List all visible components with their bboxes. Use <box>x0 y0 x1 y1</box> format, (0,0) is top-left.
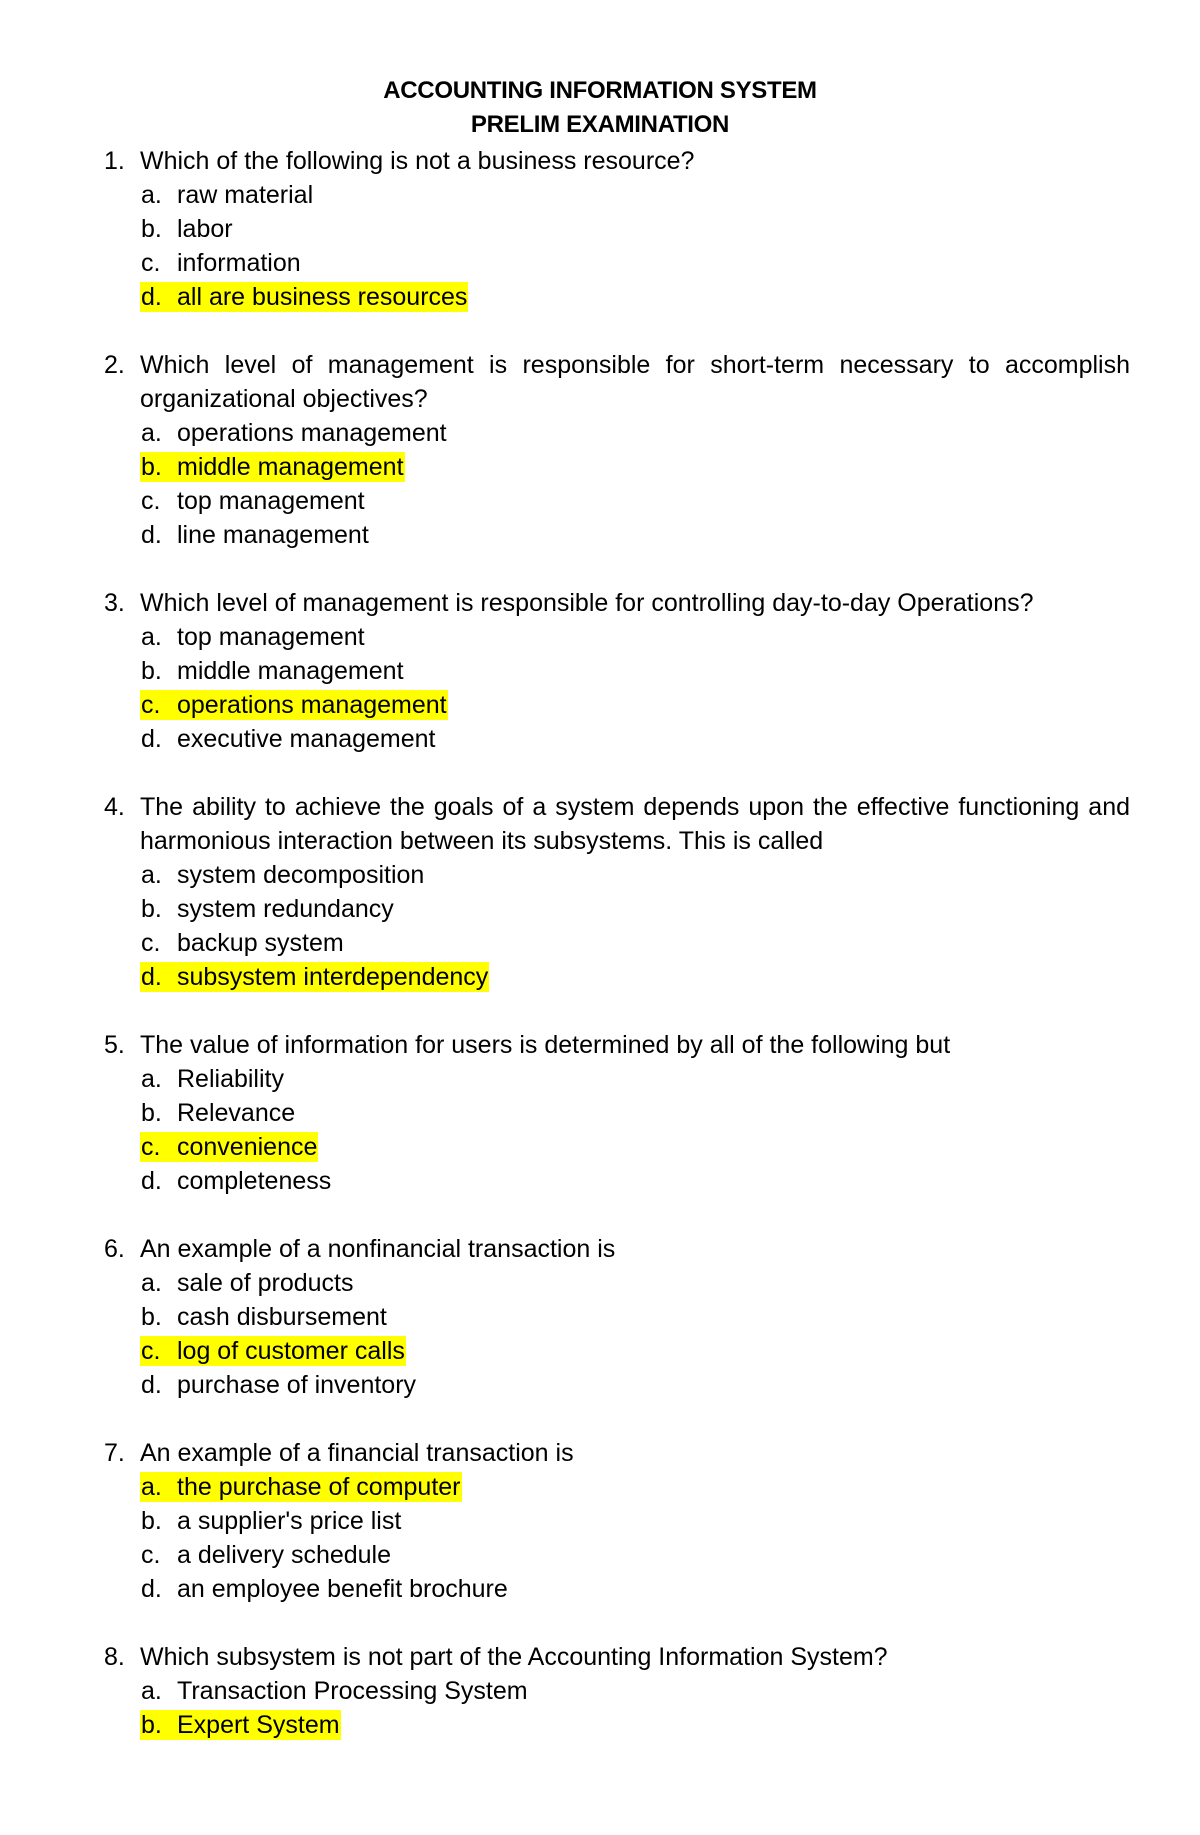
option-letter: a. <box>141 861 162 889</box>
option-text: system redundancy <box>177 895 394 923</box>
option-text: the purchase of computer <box>177 1473 461 1501</box>
option-text: completeness <box>177 1167 332 1195</box>
option-letter: a. <box>141 419 162 447</box>
title-line-2: PRELIM EXAMINATION <box>470 111 730 138</box>
option-content <box>140 1370 417 1400</box>
answer-option <box>140 620 1130 654</box>
question-text: The value of information for users is determined by all of the following but <box>140 1031 951 1059</box>
answer-option <box>140 1062 1130 1096</box>
option-content <box>140 724 436 754</box>
question-number: 5. <box>104 1031 125 1059</box>
question-text: Which level of management is responsible for controlling day-to-day Operations? <box>140 589 1034 617</box>
question-number: 8. <box>104 1643 125 1671</box>
option-text: top management <box>177 623 365 651</box>
question-stem <box>104 586 1130 620</box>
option-text: top management <box>177 487 365 515</box>
question-8 <box>104 1640 1130 1742</box>
answer-option <box>140 518 1130 552</box>
option-text: backup system <box>177 929 344 957</box>
option-letter: a. <box>141 1065 162 1093</box>
option-letter: a. <box>141 1269 162 1297</box>
option-content <box>140 418 448 448</box>
question-text: Which subsystem is not part of the Accounting Information System? <box>140 1643 888 1671</box>
question-stem <box>104 348 1130 416</box>
answer-options <box>104 620 1130 756</box>
option-letter: a. <box>141 1473 162 1501</box>
answer-option <box>140 892 1130 926</box>
option-text: middle management <box>177 657 404 685</box>
option-text: log of customer calls <box>177 1337 405 1365</box>
option-letter: d. <box>141 1167 162 1195</box>
answer-option <box>140 1538 1130 1572</box>
question-stem <box>104 1232 1130 1266</box>
option-content <box>140 1098 296 1128</box>
answer-option <box>140 654 1130 688</box>
option-text: middle management <box>177 453 404 481</box>
option-letter: c. <box>141 929 161 957</box>
option-content <box>140 1336 406 1366</box>
question-number: 7. <box>104 1439 125 1467</box>
question-number: 6. <box>104 1235 125 1263</box>
option-letter: b. <box>141 1303 162 1331</box>
option-text: line management <box>177 521 369 549</box>
question-5 <box>104 1028 1130 1198</box>
option-content <box>140 486 366 516</box>
answer-options <box>104 1062 1130 1198</box>
question-stem <box>104 1640 1130 1674</box>
option-text: an employee benefit brochure <box>177 1575 508 1603</box>
option-text: convenience <box>177 1133 318 1161</box>
answer-option <box>140 926 1130 960</box>
option-content <box>140 860 425 890</box>
option-letter: a. <box>141 623 162 651</box>
answer-option <box>140 1300 1130 1334</box>
option-content <box>140 180 314 210</box>
option-text: Reliability <box>177 1065 284 1093</box>
option-text: Expert System <box>177 1711 340 1739</box>
option-letter: c. <box>141 487 161 515</box>
option-letter: b. <box>141 895 162 923</box>
option-letter: d. <box>141 1575 162 1603</box>
option-letter: d. <box>141 283 162 311</box>
option-text: labor <box>177 215 233 243</box>
answer-option <box>140 246 1130 280</box>
option-text: Transaction Processing System <box>177 1677 528 1705</box>
option-content <box>140 690 448 720</box>
answer-option-highlighted <box>140 960 1130 994</box>
option-letter: b. <box>141 453 162 481</box>
option-letter: b. <box>141 1507 162 1535</box>
question-text: Which of the following is not a business resource? <box>140 147 695 175</box>
option-content <box>140 1268 355 1298</box>
answer-option <box>140 1368 1130 1402</box>
answer-option-highlighted <box>140 1130 1130 1164</box>
option-content <box>140 656 405 686</box>
option-text: all are business resources <box>177 283 468 311</box>
option-letter: a. <box>141 1677 162 1705</box>
answer-option <box>140 722 1130 756</box>
question-stem <box>104 1436 1130 1470</box>
answer-option <box>140 1096 1130 1130</box>
answer-option <box>140 178 1130 212</box>
option-content <box>140 928 345 958</box>
question-text: An example of a nonfinancial transaction is <box>140 1235 616 1263</box>
question-number: 2. <box>104 351 125 379</box>
answer-options <box>104 1674 1130 1742</box>
option-content <box>140 452 405 482</box>
option-text: operations management <box>177 691 447 719</box>
option-content <box>140 1064 285 1094</box>
option-content <box>140 248 302 278</box>
option-content <box>140 282 468 312</box>
option-content <box>140 1166 332 1196</box>
option-letter: b. <box>141 1711 162 1739</box>
answer-option-highlighted <box>140 688 1130 722</box>
answer-options <box>104 858 1130 994</box>
answer-option-highlighted <box>140 1470 1130 1504</box>
option-letter: a. <box>141 181 162 209</box>
option-text: sale of products <box>177 1269 354 1297</box>
option-letter: b. <box>141 1099 162 1127</box>
answer-option <box>140 1266 1130 1300</box>
answer-option <box>140 1504 1130 1538</box>
title-line-1: ACCOUNTING INFORMATION SYSTEM <box>383 77 817 104</box>
answer-option <box>140 1572 1130 1606</box>
answer-option-highlighted <box>140 1708 1130 1742</box>
option-letter: c. <box>141 1541 161 1569</box>
option-letter: b. <box>141 657 162 685</box>
answer-option-highlighted <box>140 450 1130 484</box>
answer-options <box>104 416 1130 552</box>
answer-options <box>104 1470 1130 1606</box>
question-stem <box>104 790 1130 858</box>
question-number: 4. <box>104 793 125 821</box>
document-title <box>104 74 1130 142</box>
option-content <box>140 1472 462 1502</box>
option-text: purchase of inventory <box>177 1371 417 1399</box>
option-letter: b. <box>141 215 162 243</box>
question-6 <box>104 1232 1130 1402</box>
answer-option <box>140 212 1130 246</box>
option-content <box>140 1540 392 1570</box>
option-content <box>140 894 395 924</box>
question-3 <box>104 586 1130 756</box>
option-content <box>140 1574 509 1604</box>
option-letter: d. <box>141 1371 162 1399</box>
answer-option <box>140 484 1130 518</box>
answer-options <box>104 178 1130 314</box>
answer-option <box>140 1674 1130 1708</box>
option-letter: c. <box>141 249 161 277</box>
option-content <box>140 622 366 652</box>
option-text: executive management <box>177 725 436 753</box>
question-2 <box>104 348 1130 552</box>
answer-option <box>140 1164 1130 1198</box>
option-letter: d. <box>141 521 162 549</box>
option-content <box>140 1710 341 1740</box>
option-text: cash disbursement <box>177 1303 387 1331</box>
question-number: 3. <box>104 589 125 617</box>
option-letter: c. <box>141 1133 161 1161</box>
option-content <box>140 520 370 550</box>
answer-option-highlighted <box>140 1334 1130 1368</box>
option-letter: d. <box>141 963 162 991</box>
option-text: system decomposition <box>177 861 425 889</box>
answer-options <box>104 1266 1130 1402</box>
answer-option <box>140 416 1130 450</box>
question-stem <box>104 144 1130 178</box>
option-text: raw material <box>177 181 314 209</box>
question-4 <box>104 790 1130 994</box>
answer-option <box>140 858 1130 892</box>
question-text: The ability to achieve the goals of a system depends upon the effective functioning and harmonious interaction between its subsystems. This is called <box>140 793 1130 855</box>
option-content <box>140 1676 529 1706</box>
question-7 <box>104 1436 1130 1606</box>
question-1 <box>104 144 1130 314</box>
option-text: Relevance <box>177 1099 296 1127</box>
option-letter: d. <box>141 725 162 753</box>
option-letter: c. <box>141 1337 161 1365</box>
option-content <box>140 962 489 992</box>
option-text: subsystem interdependency <box>177 963 489 991</box>
option-content <box>140 1132 318 1162</box>
option-content <box>140 1506 402 1536</box>
option-content <box>140 214 234 244</box>
question-number: 1. <box>104 147 125 175</box>
option-text: information <box>177 249 301 277</box>
answer-option-highlighted <box>140 280 1130 314</box>
option-text: a supplier's price list <box>177 1507 402 1535</box>
option-letter: c. <box>141 691 161 719</box>
option-text: a delivery schedule <box>177 1541 392 1569</box>
option-content <box>140 1302 388 1332</box>
question-text: An example of a financial transaction is <box>140 1439 574 1467</box>
question-text: Which level of management is responsible for short-term necessary to accomplish organizational objectives? <box>140 351 1130 413</box>
question-stem <box>104 1028 1130 1062</box>
question-list <box>104 144 1130 1742</box>
option-text: operations management <box>177 419 447 447</box>
